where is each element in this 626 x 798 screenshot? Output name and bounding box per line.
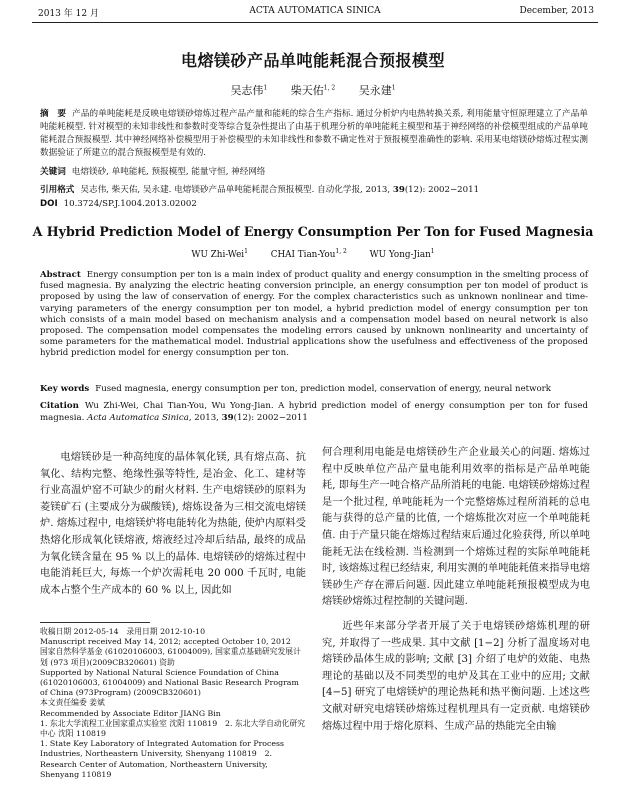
keywords-en (40, 384, 588, 394)
footnote-block (40, 627, 306, 780)
abstract-en (40, 270, 588, 360)
footnote-line: 国家自然科学基金 (61020106003, 61004009), 国家重点基础研究发展计划 (973 项目)(2009CB320601) 资助 (40, 647, 301, 667)
footnote-line: Recommended by Associate Editor JIANG Bin (40, 708, 221, 718)
abstract-cn-label: 摘 要 (40, 109, 67, 119)
keywords-en-label: Key words (40, 384, 90, 394)
running-header (32, 0, 598, 23)
footnote-line: 收稿日期 2012-05-14 录用日期 2012-10-10 (40, 627, 206, 636)
footnote-line: 1. State Key Laboratory of Integrated Automation for Process Industries, Northeastern University, Shenyang 110819 2. Research Center of Automation, Northeastern University, Shenyang 110819 (40, 739, 284, 779)
author-en: WU Zhi-Wei$^1$ (191, 248, 248, 260)
footnote-line: 本文责任编委 姜斌 (40, 698, 105, 708)
author-en: WU Yong-Jian$^1$ (369, 248, 435, 260)
citation-en-label: Citation (40, 401, 79, 411)
citation-en: Citation Wu Zhi-Wei, Chai Tian-You, Wu Yong-Jian. A hybrid prediction model of energy consumption per ton for fused magnesia. Acta Automatica Sinica, 2013, 39(12): 2002−2011 (40, 401, 588, 423)
keywords-en-text: Fused magnesia, energy consumption per ton, prediction model, conservation of energy, neural network (95, 384, 551, 394)
author-cn: 吴志伟$^1$ (230, 84, 268, 97)
keywords-cn-text: 电熔镁砂, 单吨能耗, 预报模型, 能量守恒, 神经网络 (71, 167, 266, 177)
body-column-left (40, 450, 306, 599)
abstract-cn-text: 产品的单吨能耗是反映电熔镁砂熔炼过程产品产量和能耗的综合生产指标. 通过分析炉内电热转换关系, 利用能量守恒原理建立了产品单吨能耗模型. 针对模型的未知非线性和参数时变等综合复杂性提出了由基于机理分析的单吨能耗主模型和基于神经网络的补偿模型组成的产品单吨能耗混合预报模型. 其中神经网络补偿模型用于补偿模型的未知非线性和参数不确定性对于预报模型准确性的影响. 采用某电熔镁砂熔炼过程实测数据验证了所建立的混合预报模型是有效的. (40, 109, 588, 158)
header-date-en: December, 2013 (519, 6, 594, 16)
paper-title-en: A Hybrid Prediction Model of Energy Consumption Per Ton for Fused Magnesia (32, 224, 594, 239)
keywords-cn-label: 关键词 (40, 167, 66, 177)
body-paragraph: 电熔镁砂是一种高纯度的晶体氧化镁, 具有熔点高、抗氧化、结构完整、绝缘性强等特性, 是冶金、化工、建材等行业高温炉窑不可缺少的耐火材料. 生产电熔镁砂的原料为菱镁矿石 (主要成分为碳酸镁), 熔炼设备为三相交流电熔镁炉. 熔炼过程中, 电熔镁炉将电能转化为热能, 使炉内原料受热熔化形成氧化镁熔液, 熔液经过冷却后结晶, 最终的成品为氧化镁含量在 95 % 以上的晶体. 电熔镁砂的熔炼过程中电能消耗巨大, 每炼一个炉次需耗电 20 000 千瓦时, 电能成本占整个生产成本的 60 % 以上, 因此如 (40, 452, 306, 596)
author-en: CHAI Tian-You$^{1, 2}$ (270, 248, 347, 260)
abstract-cn (40, 108, 588, 160)
abstract-en-label: Abstract (40, 270, 81, 280)
doi-value[interactable]: 10.3724/SP.J.1004.2013.02002 (63, 199, 197, 209)
footnote-line: Supported by National Natural Science Foundation of China (61020106003, 61004009) and National Basic Research Program of China (973Program) (2009CB320601) (40, 667, 299, 698)
footnote-line: Manuscript received May 14, 2012; accepted October 10, 2012 (40, 637, 291, 647)
header-date-cn: 2013 年 12 月 (38, 9, 99, 19)
citation-cn-label: 引用格式 (40, 185, 75, 195)
footnote-divider (40, 622, 150, 623)
author-list-en (0, 250, 626, 260)
abstract-en-text: Energy consumption per ton is a main index of product quality and energy consumption in the smelting process of fused magnesia. By analyzing the electric heating conversion principle, an energy consumption per ton model of product is proposed by using the law of conservation of energy. For the complex characteristics such as unknown nonlinear and time-varying parameters of the energy consumption per ton model, a hybrid prediction model of energy consumption per ton which consists of a main model based on mechanism analysis and a compensation model based on neural network is also proposed. The compensation model compensates the modeling errors caused by unknown nonlinearity and uncertainty of some parameters for the mathematical model. Industrial applications show the usefulness and effectiveness of the proposed hybrid prediction model for energy consumption per ton. (40, 270, 588, 359)
doi-label: DOI (40, 199, 58, 209)
author-list-cn (0, 82, 626, 98)
header-journal-name: ACTA AUTOMATICA SINICA (249, 6, 381, 16)
body-paragraph: 近些年来部分学者开展了关于电熔镁砂熔炼机理的研究, 并取得了一些成果. 其中文献 [1−2] 分析了温度场对电熔镁砂晶体生成的影响; 文献 [3] 介绍了电炉的效能、电热理论的基础以及不同类型的电炉及其在工业中的应用; 文献 [4−5] 研究了电熔镁炉的理论热耗和热平衡问题. 上述这些文献对研究电熔镁砂熔炼过程机理具有一定贡献. 电熔镁砂熔炼过程中用于熔化原料、生成产品的热能完全由输 (322, 620, 590, 732)
keywords-cn (40, 165, 588, 177)
footnote-line: 1. 东北大学流程工业国家重点实验室 沈阳 110819 2. 东北大学自动化研究中心 沈阳 110819 (40, 718, 306, 739)
doi-line (40, 199, 588, 209)
author-cn: 柴天佑$^{1, 2}$ (290, 84, 336, 97)
paper-title-cn: 电熔镁砂产品单吨能耗混合预报模型 (180, 51, 445, 70)
author-cn: 吴永建$^1$ (358, 84, 396, 97)
body-column-right (322, 445, 590, 735)
body-paragraph: 何合理利用电能是电熔镁砂生产企业最关心的问题. 熔炼过程中反映单位产品产量电能利用效率的指标是产品单吨能耗, 即每生产一吨合格产品所消耗的电能. 电熔镁砂熔炼过程是一个批过程, 单吨能耗为一个完整熔炼过程所消耗的总电能与获得的总产量的比值, 一个熔炼批次对应一个单吨能耗值. 由于产量只能在熔炼过程结束后通过化验获得, 所以单吨能耗无法在线检测. 当检测到一个熔炼过程的实际单吨能耗时, 该熔炼过程已经结束, 利用实测的单吨能耗值来指导电熔镁砂生产存在滞后问题. 因此建立单吨能耗预报模型成为电熔镁砂熔炼过程控制的关键问题. (322, 447, 590, 608)
citation-cn: 引用格式 吴志伟, 柴天佑, 吴永建. 电熔镁砂产品单吨能耗混合预报模型. 自动化学报, 2013, 39(12): 2002−2011 (40, 185, 480, 195)
